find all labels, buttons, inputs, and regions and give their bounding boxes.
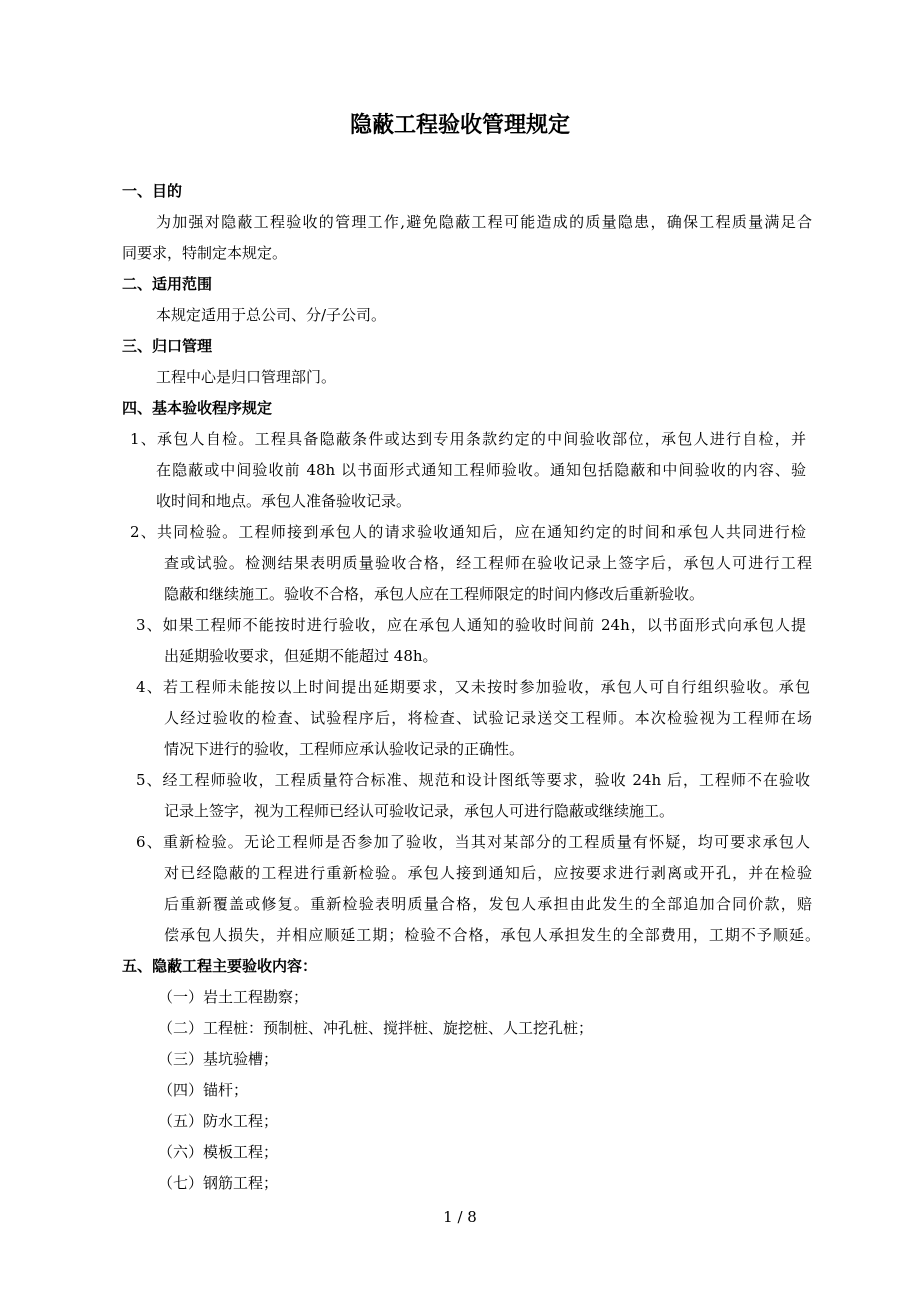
- list-item: （五）防水工程；: [158, 1112, 279, 1130]
- list-item-line: 在隐蔽或中间验收前 48h 以书面形式通知工程师验收。通知包括隐蔽和中间验收的内容、验: [156, 461, 806, 479]
- list-item-line: 4、若工程师未能按以上时间提出延期要求，又未按时参加验收，承包人可自行组织验收。承包: [136, 678, 810, 696]
- page-number: 1 / 8: [443, 1208, 477, 1226]
- list-item-line: 隐蔽和继续施工。验收不合格，承包人应在工程师限定的时间内修改后重新验收。: [164, 585, 705, 603]
- list-item-line: 偿承包人损失，并相应顺延工期；检验不合格，承包人承担发生的全部费用，工期不予顺延。: [164, 926, 820, 944]
- list-item-line: 人经过验收的检查、试验程序后，将检查、试验记录送交工程师。本次检验视为工程师在场: [164, 709, 812, 727]
- section-heading-purpose: 一、目的: [122, 182, 183, 200]
- list-item: （七）钢筋工程；: [158, 1174, 279, 1192]
- paragraph-line: 本规定适用于总公司、分/子公司。: [156, 306, 387, 324]
- list-item: （六）模板工程；: [158, 1143, 279, 1161]
- list-item-line: 6、重新检验。无论工程师是否参加了验收，当其对某部分的工程质量有怀疑，均可要求承包人: [136, 833, 810, 851]
- list-item: （三）基坑验槽；: [158, 1050, 279, 1068]
- list-item-line: 查或试验。检测结果表明质量验收合格，经工程师在验收记录上签字后，承包人可进行工程: [164, 554, 812, 572]
- section-heading-procedure: 四、基本验收程序规定: [122, 399, 273, 417]
- section-heading-management: 三、归口管理: [122, 337, 213, 355]
- list-item-line: 1、承包人自检。工程具备隐蔽条件或达到专用条款约定的中间验收部位，承包人进行自检，并: [130, 430, 806, 448]
- paragraph-line: 为加强对隐蔽工程验收的管理工作,避免隐蔽工程可能造成的质量隐患，确保工程质量满足合: [156, 213, 812, 231]
- section-heading-scope: 二、适用范围: [122, 275, 213, 293]
- list-item: （二）工程桩：预制桩、冲孔桩、搅拌桩、旋挖桩、人工挖孔桩；: [158, 1019, 594, 1037]
- list-item-line: 记录上签字，视为工程师已经认可验收记录，承包人可进行隐蔽或继续施工。: [164, 802, 675, 820]
- page-title: 隐蔽工程验收管理规定: [349, 113, 570, 138]
- list-item-line: 3、如果工程师不能按时进行验收，应在承包人通知的验收时间前 24h，以书面形式向承包人提: [136, 616, 806, 634]
- list-item-line: 5、经工程师验收，工程质量符合标准、规范和设计图纸等要求，验收 24h 后，工程师不在验收: [136, 771, 810, 789]
- list-item-line: 出延期验收要求，但延期不能超过 48h。: [164, 647, 438, 665]
- list-item-line: 情况下进行的验收，工程师应承认验收记录的正确性。: [164, 740, 525, 758]
- list-item: （四）锚杆；: [158, 1081, 249, 1099]
- section-heading-inspection-content: 五、隐蔽工程主要验收内容：: [122, 957, 318, 975]
- paragraph-line: 工程中心是归口管理部门。: [156, 368, 337, 386]
- list-item-line: 收时间和地点。承包人准备验收记录。: [156, 492, 412, 510]
- list-item: （一）岩土工程勘察；: [158, 988, 309, 1006]
- list-item-line: 2、共同检验。工程师接到承包人的请求验收通知后，应在通知约定的时间和承包人共同进行检: [130, 523, 806, 541]
- list-item-line: 对已经隐蔽的工程进行重新检验。承包人接到通知后，应按要求进行剥离或开孔，并在检验: [164, 864, 812, 882]
- paragraph-line: 同要求，特制定本规定。: [122, 244, 288, 262]
- list-item-line: 后重新覆盖或修复。重新检验表明质量合格，发包人承担由此发生的全部追加合同价款，赔: [164, 895, 812, 913]
